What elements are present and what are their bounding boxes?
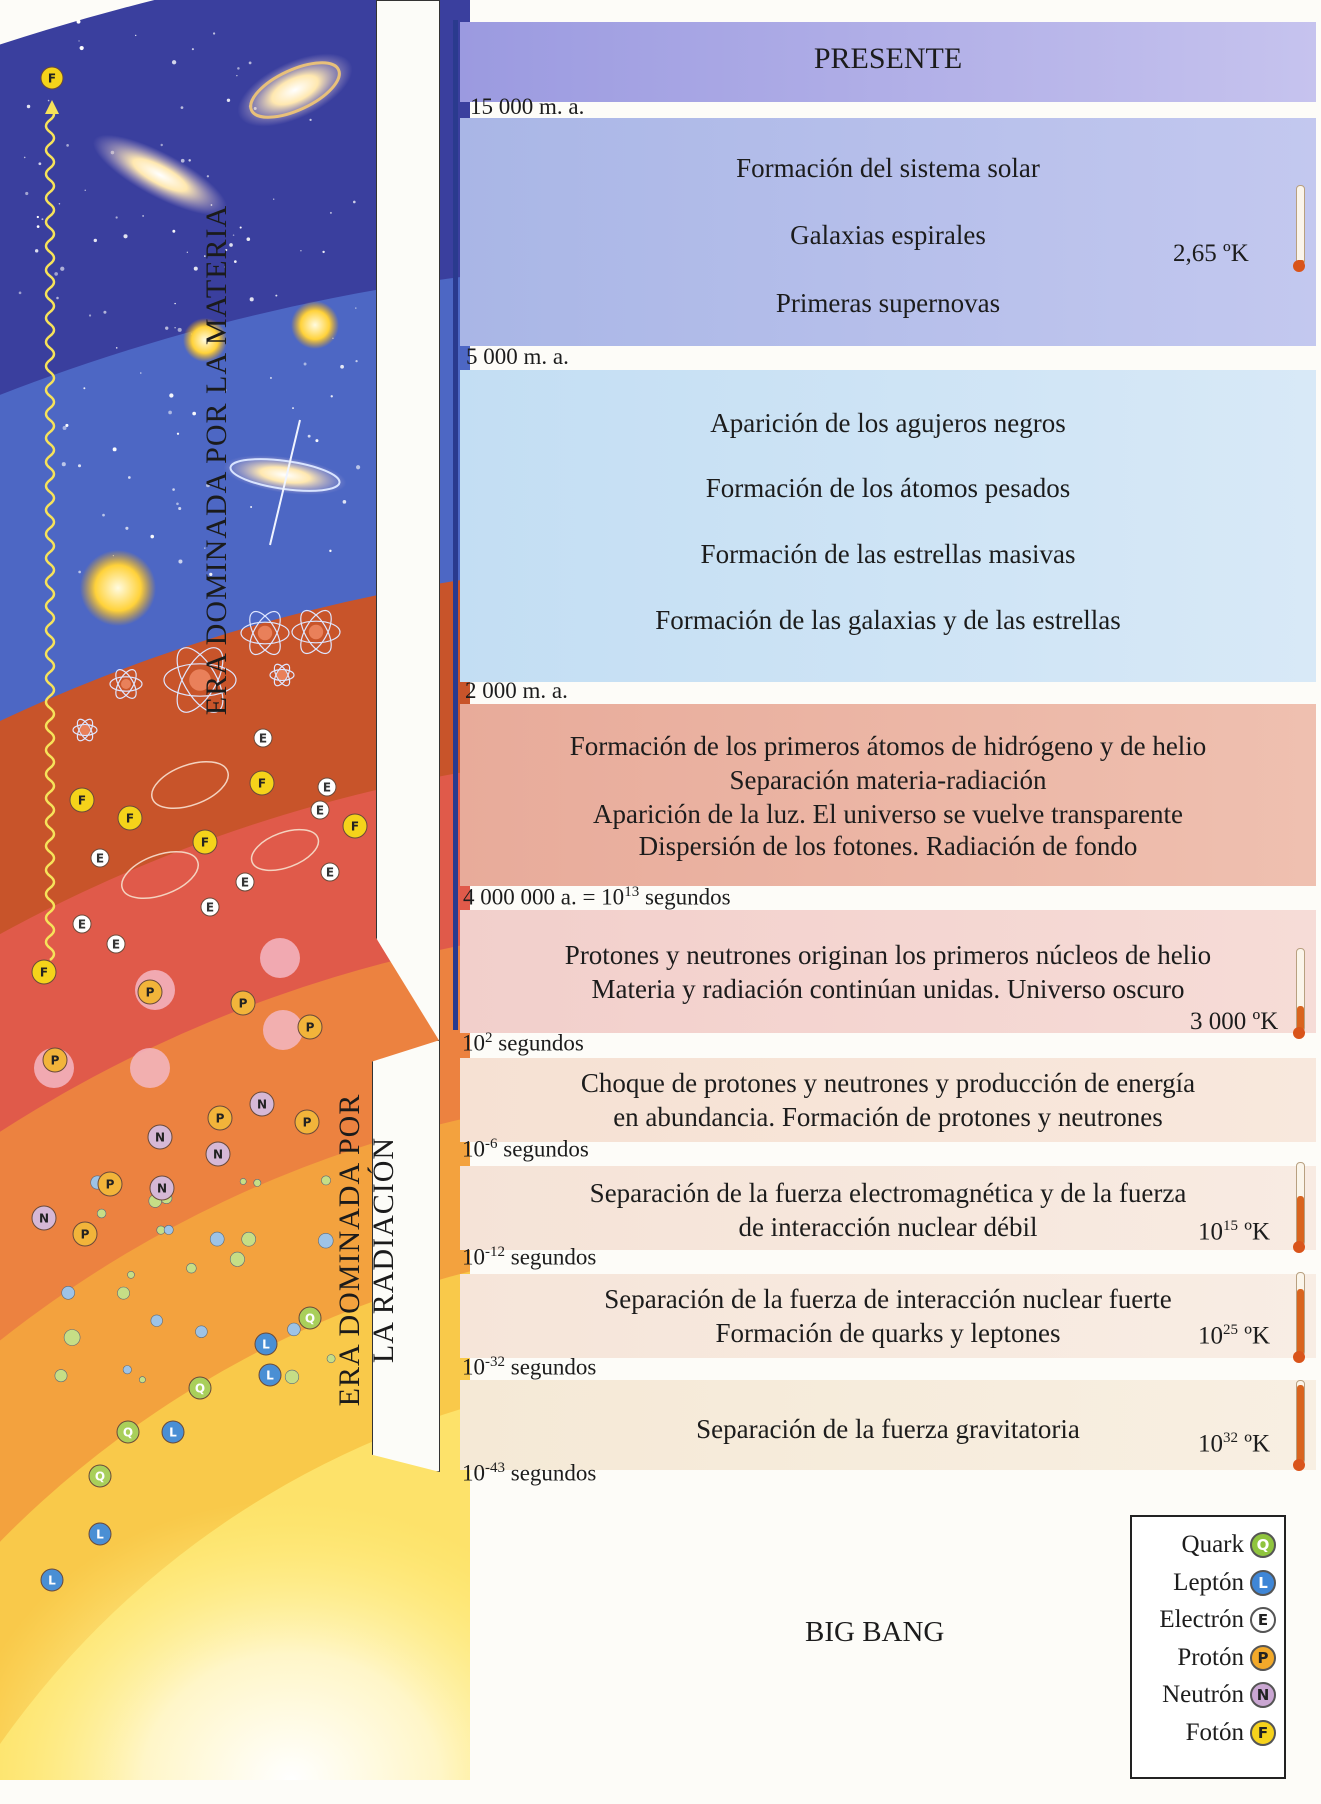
time-marker-base: 5 000 m. a. [466, 344, 569, 369]
star [24, 157, 26, 159]
temperature-value: 10 [1198, 1218, 1223, 1246]
time-marker-unit: segundos [497, 1136, 589, 1162]
svg-text:F: F [200, 835, 210, 850]
time-marker-exponent: -12 [485, 1244, 505, 1260]
time-marker-unit: segundos [505, 1354, 597, 1380]
star [135, 35, 136, 36]
star [355, 307, 356, 308]
particle-f [41, 67, 63, 89]
star [54, 272, 58, 276]
star [172, 230, 175, 233]
legend-item-neutrón [1162, 1681, 1276, 1709]
timeline-band-2 [460, 370, 1316, 682]
band-2-line-2: Formación de los átomos pesados [705, 473, 1071, 503]
svg-text:P: P [50, 1053, 60, 1068]
svg-text:N: N [256, 1097, 268, 1112]
band-2-line-4: Formación de las galaxias y de las estrellas [655, 605, 1121, 635]
column-divider [453, 20, 458, 1030]
era-radiation-line2: LA RADIACIÓN [367, 1136, 400, 1364]
time-marker [462, 1460, 596, 1487]
svg-text:F: F [125, 811, 135, 826]
quark-blob [285, 1370, 299, 1384]
star [94, 239, 97, 242]
timeline-band-6 [460, 1166, 1316, 1250]
electrón-icon: E [1250, 1607, 1276, 1633]
band-1-line-2: Galaxias espirales [790, 220, 986, 250]
particle-e [321, 863, 339, 881]
star [37, 216, 39, 218]
particle-e [107, 935, 125, 953]
star [140, 372, 142, 374]
temperature-value: 10 [1198, 1322, 1223, 1350]
svg-text:E: E [77, 917, 87, 932]
quark-blob [55, 1370, 67, 1382]
star [270, 377, 272, 379]
temperature-exponent: 25 [1223, 1322, 1238, 1338]
time-marker-base: 10 [462, 1136, 485, 1162]
star [340, 365, 344, 369]
time-marker-base: 10 [462, 1244, 485, 1270]
star [168, 411, 172, 415]
star [355, 360, 357, 362]
particle-l [41, 1569, 63, 1591]
temperature-unit: ºK [1238, 1430, 1271, 1458]
fotón-icon: F [1250, 1720, 1276, 1746]
band-2-line-3: Formación de las estrellas masivas [700, 539, 1076, 569]
time-marker [470, 94, 584, 120]
star [275, 295, 277, 297]
svg-text:Q: Q [122, 1425, 134, 1440]
star [38, 162, 41, 165]
particle-f [70, 788, 94, 812]
particle-n [206, 1142, 230, 1166]
quark-blob [230, 1252, 244, 1266]
star [308, 435, 311, 438]
star [150, 535, 154, 539]
star [250, 506, 252, 508]
particle-p [295, 1110, 319, 1134]
time-marker-base: 15 000 m. a. [470, 94, 585, 119]
protón-icon: P [1250, 1645, 1276, 1671]
particle-q [117, 1421, 139, 1443]
star [123, 234, 127, 238]
particle-e [254, 729, 272, 747]
star [181, 106, 184, 109]
svg-text:N: N [154, 1130, 166, 1145]
particle-f [118, 806, 142, 830]
svg-text:P: P [80, 1227, 90, 1242]
timeline-band-3 [460, 704, 1316, 886]
particle-f [193, 830, 217, 854]
band-7-line-2: Formación de quarks y leptones [715, 1318, 1061, 1348]
quark-blob [254, 1179, 261, 1186]
time-marker-base: 10 [462, 1030, 485, 1056]
star [343, 500, 347, 504]
star [227, 99, 230, 102]
star [315, 439, 318, 442]
particle-l [89, 1523, 111, 1545]
time-marker-unit: segundos [639, 884, 731, 910]
star [27, 105, 30, 108]
band-1-line-1: Formación del sistema solar [736, 153, 1040, 183]
quark-blob [139, 1377, 145, 1383]
star [65, 424, 68, 427]
time-marker [462, 1030, 584, 1057]
svg-text:F: F [77, 793, 87, 808]
neutrón-icon: N [1250, 1682, 1276, 1708]
particle-q [189, 1377, 211, 1399]
star [172, 488, 175, 491]
time-marker-exponent: 13 [624, 884, 640, 900]
svg-text:N: N [38, 1211, 50, 1226]
svg-text:E: E [205, 900, 215, 915]
star [89, 314, 91, 316]
band-3-line-1: Formación de los primeros átomos de hidrógeno y de helio [569, 731, 1207, 761]
star [41, 218, 43, 220]
svg-text:E: E [322, 780, 332, 795]
svg-text:L: L [169, 1425, 177, 1440]
band-3-line-2: Separación materia-radiación [729, 765, 1047, 795]
time-marker [465, 678, 568, 704]
era-radiation-label [333, 1080, 403, 1420]
star [192, 412, 196, 416]
sun [80, 550, 156, 626]
particle-n [150, 1176, 174, 1200]
star [174, 303, 175, 304]
star [59, 203, 61, 205]
star [78, 40, 79, 41]
time-marker-exponent: -43 [485, 1460, 505, 1476]
svg-text:F: F [47, 71, 57, 86]
temperature-value: 2,65 ºK [1173, 240, 1249, 267]
era-matter-box [376, 0, 440, 1042]
nucleus [260, 938, 300, 978]
star [78, 571, 81, 574]
star [236, 75, 237, 76]
star [292, 407, 294, 409]
star [83, 387, 85, 389]
band-5-line-1: Choque de protones y neutrones y producción de energía [580, 1068, 1196, 1098]
timeline-band-8 [460, 1380, 1316, 1470]
particle-f [343, 814, 367, 838]
particle-f [250, 771, 274, 795]
time-marker [466, 344, 569, 370]
star [165, 327, 168, 330]
time-marker [463, 884, 731, 911]
star [178, 328, 182, 332]
star [142, 215, 143, 216]
particle-f [32, 960, 56, 984]
particle-p [231, 991, 255, 1015]
star [353, 201, 356, 204]
star [174, 327, 175, 328]
star [160, 144, 162, 146]
svg-text:N: N [156, 1181, 168, 1196]
svg-text:P: P [105, 1177, 115, 1192]
legend-item-electrón [1159, 1606, 1276, 1634]
quark-blob [210, 1232, 224, 1246]
star [85, 190, 86, 191]
svg-text:N: N [212, 1147, 224, 1162]
temperature-label [1198, 1218, 1270, 1246]
temperature-exponent: 32 [1223, 1430, 1238, 1446]
band-5-line-2: en abundancia. Formación de protones y neutrones [613, 1102, 1163, 1132]
star [194, 267, 198, 271]
star [178, 507, 181, 510]
particle-l [259, 1364, 281, 1386]
star [178, 560, 182, 564]
temperature-label [1190, 1008, 1278, 1036]
particle-e [236, 873, 254, 891]
temperature-unit: ºK [1238, 1218, 1271, 1246]
band-6-line-2: de interacción nuclear débil [738, 1212, 1038, 1242]
band-7-line-1: Separación de la fuerza de interacción nuclear fuerte [604, 1284, 1172, 1314]
particle-p [98, 1172, 122, 1196]
thermometer-icon [1296, 1162, 1305, 1246]
leptón-icon: L [1250, 1570, 1276, 1596]
svg-text:P: P [215, 1111, 225, 1126]
presente-label: PRESENTE [813, 42, 963, 75]
temperature-exponent: 15 [1223, 1218, 1238, 1234]
band-6-line-1: Separación de la fuerza electromagnética y de la fuerza [589, 1178, 1187, 1208]
thermometer-icon [1296, 1380, 1305, 1464]
particle-n [250, 1092, 274, 1116]
star [77, 20, 81, 24]
timeline-band-7 [460, 1274, 1316, 1358]
legend-label: Protón [1177, 1643, 1244, 1671]
star [48, 100, 50, 102]
star [125, 527, 128, 530]
time-marker [462, 1244, 596, 1271]
particle-p [43, 1048, 67, 1072]
star [60, 267, 64, 271]
star [331, 395, 333, 397]
svg-text:E: E [240, 875, 250, 890]
time-marker [462, 1136, 589, 1163]
particle-q [89, 1465, 111, 1487]
quark-blob [321, 1176, 330, 1185]
star [102, 514, 105, 517]
band-3-line-4: Dispersión de los fotones. Radiación de fondo [638, 831, 1138, 861]
legend-label: Quark [1181, 1531, 1244, 1558]
cosmic-evolution-illustration [0, 0, 470, 1780]
quark-blob [62, 1286, 75, 1299]
svg-text:P: P [302, 1115, 312, 1130]
star [56, 297, 59, 300]
temperature-value: 3 000 ºK [1190, 1008, 1279, 1035]
svg-text:Q: Q [94, 1469, 106, 1484]
star [169, 393, 173, 397]
time-marker-exponent: -32 [485, 1354, 505, 1370]
star [176, 502, 179, 505]
star [250, 297, 254, 301]
quark-blob [288, 1323, 301, 1336]
star [37, 225, 40, 228]
svg-text:E: E [258, 731, 268, 746]
quark-blob [123, 1366, 131, 1374]
quark-blob [117, 1287, 129, 1299]
star [66, 144, 69, 147]
particle-p [73, 1222, 97, 1246]
star [188, 159, 190, 161]
time-marker-base: 10 [462, 1354, 485, 1380]
svg-text:P: P [305, 1020, 315, 1035]
legend-label: Leptón [1173, 1568, 1244, 1596]
temperature-label [1198, 1322, 1270, 1350]
particle-e [311, 801, 329, 819]
time-marker-base: 10 [462, 1460, 485, 1486]
particle-l [162, 1421, 184, 1443]
legend-label: Neutrón [1162, 1681, 1244, 1708]
star [213, 32, 215, 34]
star [247, 237, 251, 241]
quark-blob [196, 1326, 208, 1338]
band-2-line-1: Aparición de los agujeros negros [710, 408, 1066, 438]
nucleus [130, 1048, 170, 1088]
star [116, 216, 118, 218]
time-marker-unit: segundos [505, 1460, 597, 1486]
star [329, 550, 331, 552]
star [237, 67, 240, 70]
star [249, 61, 252, 64]
svg-text:E: E [325, 865, 335, 880]
star [207, 175, 209, 177]
time-marker [462, 1354, 596, 1381]
svg-text:L: L [266, 1368, 274, 1383]
timeline-band-1 [460, 118, 1316, 346]
band-8-line-1: Separación de la fuerza gravitatoria [696, 1414, 1080, 1444]
star [309, 119, 311, 121]
svg-text:F: F [39, 965, 49, 980]
star [19, 291, 22, 294]
star [25, 192, 28, 195]
star [304, 363, 307, 366]
presente-band [460, 22, 1316, 102]
particle-e [318, 778, 336, 796]
svg-text:F: F [257, 776, 267, 791]
particle-e [91, 849, 109, 867]
time-marker-exponent: 2 [485, 1030, 493, 1046]
band-4-line-2: Materia y radiación continúan unidas. Universo oscuro [591, 974, 1185, 1004]
svg-text:Q: Q [194, 1381, 206, 1396]
svg-text:L: L [96, 1527, 104, 1542]
era-radiation-line1: ERA DOMINADA POR [333, 1093, 366, 1407]
temperature-label [1198, 1430, 1270, 1458]
temperature-value: 10 [1198, 1430, 1223, 1458]
svg-text:F: F [350, 819, 360, 834]
quark-icon: Q [1250, 1532, 1276, 1558]
particle-p [138, 980, 162, 1004]
particle-p [298, 1015, 322, 1039]
star [300, 250, 301, 251]
star [78, 464, 81, 467]
star [113, 447, 117, 451]
timeline-band-5 [460, 1058, 1316, 1142]
particle-e [201, 898, 219, 916]
quark-blob [242, 1232, 256, 1246]
time-marker-unit: segundos [505, 1244, 597, 1270]
svg-text:E: E [95, 851, 105, 866]
quark-blob [164, 1225, 173, 1234]
star [103, 311, 106, 314]
star [187, 252, 188, 253]
star [177, 433, 179, 435]
particle-q [299, 1307, 321, 1329]
big-bang-label: BIG BANG [805, 1616, 945, 1648]
temperature-label [1173, 240, 1249, 268]
particle-n [32, 1206, 56, 1230]
time-marker-base: 2 000 m. a. [465, 678, 568, 703]
star [273, 199, 274, 200]
star [62, 462, 66, 466]
quark-blob [187, 1263, 197, 1273]
star [80, 46, 84, 50]
quark-blob [128, 1271, 135, 1278]
quark-blob [151, 1315, 163, 1327]
svg-text:Q: Q [304, 1311, 316, 1326]
star [128, 476, 131, 479]
band-4-line-1: Protones y neutrones originan los primeros núcleos de helio [564, 940, 1212, 970]
svg-text:L: L [262, 1337, 270, 1352]
legend-item-fotón [1186, 1719, 1276, 1747]
svg-text:P: P [238, 996, 248, 1011]
svg-text:E: E [111, 937, 121, 952]
particle-p [208, 1106, 232, 1130]
star [63, 426, 67, 430]
legend-item-protón [1177, 1644, 1276, 1672]
era-matter-label: ERA DOMINADA POR LA MATERIA [200, 204, 233, 716]
particle-legend [1130, 1515, 1286, 1779]
star [330, 212, 332, 214]
time-marker-unit: segundos [492, 1030, 584, 1056]
star [35, 249, 38, 252]
bright-star [291, 301, 339, 349]
thermometer-icon [1296, 185, 1305, 265]
quark-blob [240, 1178, 246, 1184]
time-marker-exponent: -6 [485, 1136, 498, 1152]
time-marker-base: 4 000 000 a. = 10 [463, 884, 625, 910]
svg-text:P: P [145, 985, 155, 1000]
star [192, 48, 194, 50]
legend-item-leptón [1173, 1569, 1276, 1597]
timeline-band-4 [460, 910, 1316, 1033]
svg-text:L: L [48, 1573, 56, 1588]
legend-label: Fotón [1185, 1718, 1244, 1746]
svg-text:E: E [315, 803, 325, 818]
thermometer-icon [1296, 948, 1305, 1032]
particle-e [73, 915, 91, 933]
star [172, 60, 176, 64]
star [356, 465, 360, 469]
band-1-line-3: Primeras supernovas [775, 288, 1001, 318]
particle-n [148, 1125, 172, 1149]
legend-label: Electrón [1159, 1606, 1244, 1633]
band-3-line-3: Aparición de la luz. El universo se vuelve transparente [592, 799, 1184, 829]
thermometer-icon [1296, 1272, 1305, 1356]
star [322, 251, 324, 253]
quark-blob [318, 1233, 333, 1248]
legend-item-quark [1182, 1531, 1276, 1559]
nucleus [263, 1010, 303, 1050]
particle-l [255, 1333, 277, 1355]
quark-blob [97, 1209, 106, 1218]
quark-blob [64, 1330, 80, 1346]
star [116, 347, 118, 349]
temperature-unit: ºK [1238, 1322, 1271, 1350]
